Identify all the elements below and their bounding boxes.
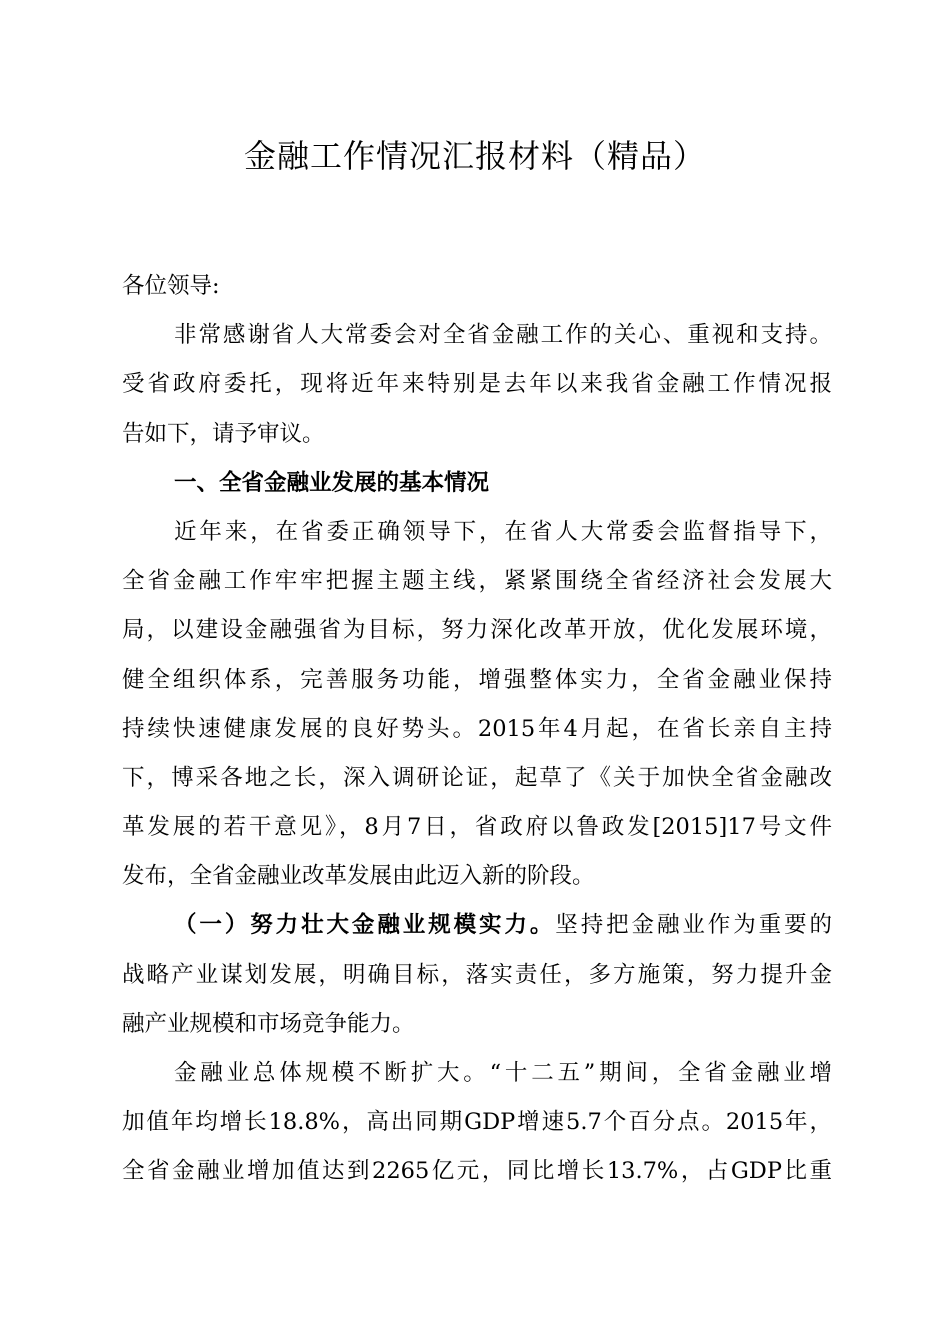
paragraph-line: 金融业总体规模不断扩大。“十二五”期间，全省金融业增 [174, 1060, 832, 1086]
paragraph-line: 健全组织体系，完善服务功能，增强整体实力，全省金融业保持 [122, 666, 832, 693]
paragraph-line: 非常感谢省人大常委会对全省金融工作的关心、重视和支持。 [174, 322, 832, 349]
paragraph-line: 下，博采各地之长，深入调研论证，起草了《关于加快全省金融改 [122, 764, 832, 791]
paragraph-line: 受省政府委托，现将近年来特别是去年以来我省金融工作情况报 [122, 371, 832, 398]
subsection-text: 坚持把金融业作为重要的 [555, 912, 832, 939]
paragraph-line: 告如下，请予审议。 [122, 420, 325, 447]
paragraph-line: 融产业规模和市场竞争能力。 [122, 1010, 415, 1037]
document-title: 金融工作情况汇报材料（精品） [243, 137, 706, 175]
paragraph-line: 战略产业谋划发展，明确目标，落实责任，多方施策，努力提升金 [122, 961, 832, 988]
paragraph-line: 加值年均增长18.8%，高出同期GDP增速5.7个百分点。2015年， [122, 1109, 832, 1136]
document-body [122, 262, 832, 1197]
paragraph-line: 全省金融工作牢牢把握主题主线，紧紧围绕全省经济社会发展大 [122, 568, 832, 595]
paragraph-line: 持续快速健康发展的良好势头。2015年4月起，在省长亲自主持 [122, 715, 832, 742]
paragraph-line: 全省金融业增加值达到2265亿元，同比增长13.7%，占GDP比重 [122, 1158, 832, 1185]
salutation: 各位领导: [122, 273, 220, 299]
paragraph-line: 局，以建设金融强省为目标，努力深化改革开放，优化发展环境， [122, 617, 832, 644]
paragraph-line: 发布，全省金融业改革发展由此迈入新的阶段。 [122, 863, 595, 890]
paragraph-line: 近年来，在省委正确领导下，在省人大常委会监督指导下， [174, 518, 832, 545]
subsection-heading: （一）努力壮大金融业规模实力。 [174, 912, 556, 939]
section-heading: 一、全省金融业发展的基本情况 [174, 469, 490, 496]
subsection-line [122, 901, 832, 950]
paragraph-line: 革发展的若干意见》，8月7日，省政府以鲁政发[2015]17号文件 [122, 814, 832, 841]
